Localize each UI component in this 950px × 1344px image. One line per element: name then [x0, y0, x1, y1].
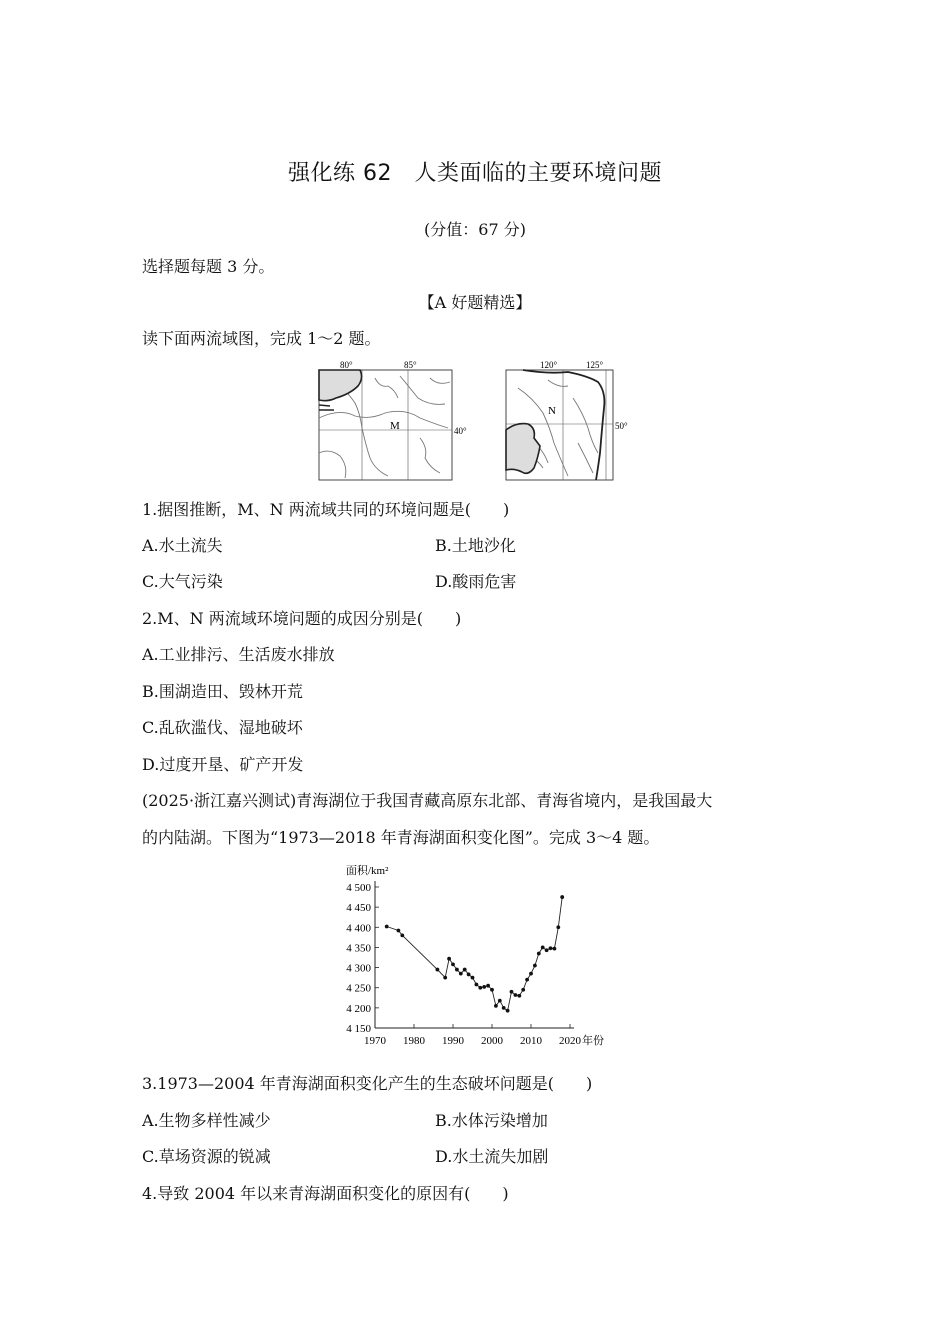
x-tick-label: 1990 [442, 1035, 464, 1047]
data-point [463, 968, 467, 972]
map-m-lon2: 85° [404, 360, 417, 370]
data-point [459, 972, 463, 976]
data-point [385, 925, 389, 929]
y-tick-label: 4 450 [346, 902, 371, 915]
map-n-lon1: 120° [540, 360, 558, 370]
q1-option-d: D.酸雨危害 [435, 572, 517, 591]
page-title: 强化练 62 人类面临的主要环境问题 [288, 161, 662, 186]
data-point [525, 978, 529, 982]
data-point [502, 1006, 506, 1010]
data-point [533, 964, 537, 968]
map-m-lat: 40° [454, 426, 467, 436]
data-point [482, 985, 486, 989]
data-point [529, 972, 533, 976]
data-point [537, 952, 541, 956]
data-point [436, 968, 440, 972]
series-line [387, 897, 563, 1011]
y-tick-label: 4 250 [346, 982, 371, 995]
map-n-label: N [548, 405, 556, 417]
x-tick-label: 2020 [559, 1035, 581, 1047]
data-point [447, 957, 451, 961]
x-tick-label: 2010 [520, 1035, 542, 1047]
intro-2-line-2: 的内陆湖。下图为“1973—2018 年青海湖面积变化图”。完成 3～4 题。 [142, 828, 660, 847]
data-point [475, 983, 479, 987]
q2-stem: 2.M、N 两流域环境问题的成因分别是( ) [142, 609, 462, 628]
map-n-lat: 50° [615, 421, 628, 431]
y-tick-label: 4 400 [346, 922, 371, 935]
data-point [549, 946, 553, 950]
data-point [494, 1004, 498, 1008]
data-point [443, 976, 447, 980]
note-line: 选择题每题 3 分。 [142, 257, 275, 276]
x-tick-label: 1970 [364, 1035, 386, 1047]
section-heading: 【A 好题精选】 [418, 293, 532, 312]
q2-option-d: D.过度开垦、矿产开发 [142, 755, 304, 774]
data-point [397, 929, 401, 933]
data-point [560, 895, 564, 899]
map-n [488, 358, 638, 484]
y-tick-label: 4 150 [346, 1023, 371, 1035]
data-point [400, 933, 404, 937]
map-m-lon1: 80° [340, 360, 353, 370]
intro-2-line-1: (2025·浙江嘉兴测试)青海湖位于我国青藏高原东北部、青海省境内，是我国最大 [142, 791, 713, 810]
lake-area-chart [325, 860, 625, 1055]
q3-option-c: C.草场资源的锐减 [142, 1147, 271, 1166]
q3-option-d: D.水土流失加剧 [435, 1147, 549, 1166]
map-n-lon2: 125° [586, 360, 604, 370]
data-point [455, 968, 459, 972]
q3-option-a: A.生物多样性减少 [142, 1111, 271, 1130]
data-point [471, 976, 475, 980]
q3-option-b: B.水体污染增加 [435, 1111, 548, 1130]
data-point [517, 994, 521, 998]
y-tick-label: 4 350 [346, 942, 371, 955]
y-tick-label: 4 300 [346, 962, 371, 975]
map-m [300, 358, 475, 484]
data-point [553, 947, 557, 951]
chart-xlabel: 年份 [582, 1035, 604, 1047]
x-tick-label: 2000 [481, 1035, 503, 1047]
data-point [490, 988, 494, 992]
q2-option-c: C.乱砍滥伐、湿地破坏 [142, 718, 303, 737]
data-point [451, 962, 455, 966]
data-point [478, 986, 482, 990]
q1-option-a: A.水土流失 [142, 536, 223, 555]
q1-option-b: B.土地沙化 [435, 536, 516, 555]
y-tick-label: 4 200 [346, 1002, 371, 1015]
data-point [486, 984, 490, 988]
intro-1: 读下面两流域图，完成 1～2 题。 [142, 329, 381, 348]
q1-stem: 1.据图推断，M、N 两流域共同的环境问题是( ) [142, 500, 510, 519]
data-point [510, 990, 514, 994]
data-point [498, 999, 502, 1003]
data-point [556, 925, 560, 929]
data-point [514, 993, 518, 997]
data-point [506, 1009, 510, 1013]
data-point [521, 988, 525, 992]
data-point [545, 948, 549, 952]
y-tick-label: 4 500 [346, 882, 371, 894]
q4-stem: 4.导致 2004 年以来青海湖面积变化的原因有( ) [142, 1184, 509, 1203]
x-tick-label: 1980 [403, 1035, 425, 1047]
data-point [541, 946, 545, 950]
q2-option-a: A.工业排污、生活废水排放 [142, 645, 335, 664]
data-point [467, 973, 471, 977]
map-m-label: M [390, 420, 400, 432]
score-line: (分值：67 分) [424, 220, 526, 239]
chart-ylabel: 面积/km² [346, 865, 389, 877]
q2-option-b: B.围湖造田、毁林开荒 [142, 682, 303, 701]
q1-option-c: C.大气污染 [142, 572, 223, 591]
q3-stem: 3.1973—2004 年青海湖面积变化产生的生态破坏问题是( ) [142, 1074, 593, 1093]
